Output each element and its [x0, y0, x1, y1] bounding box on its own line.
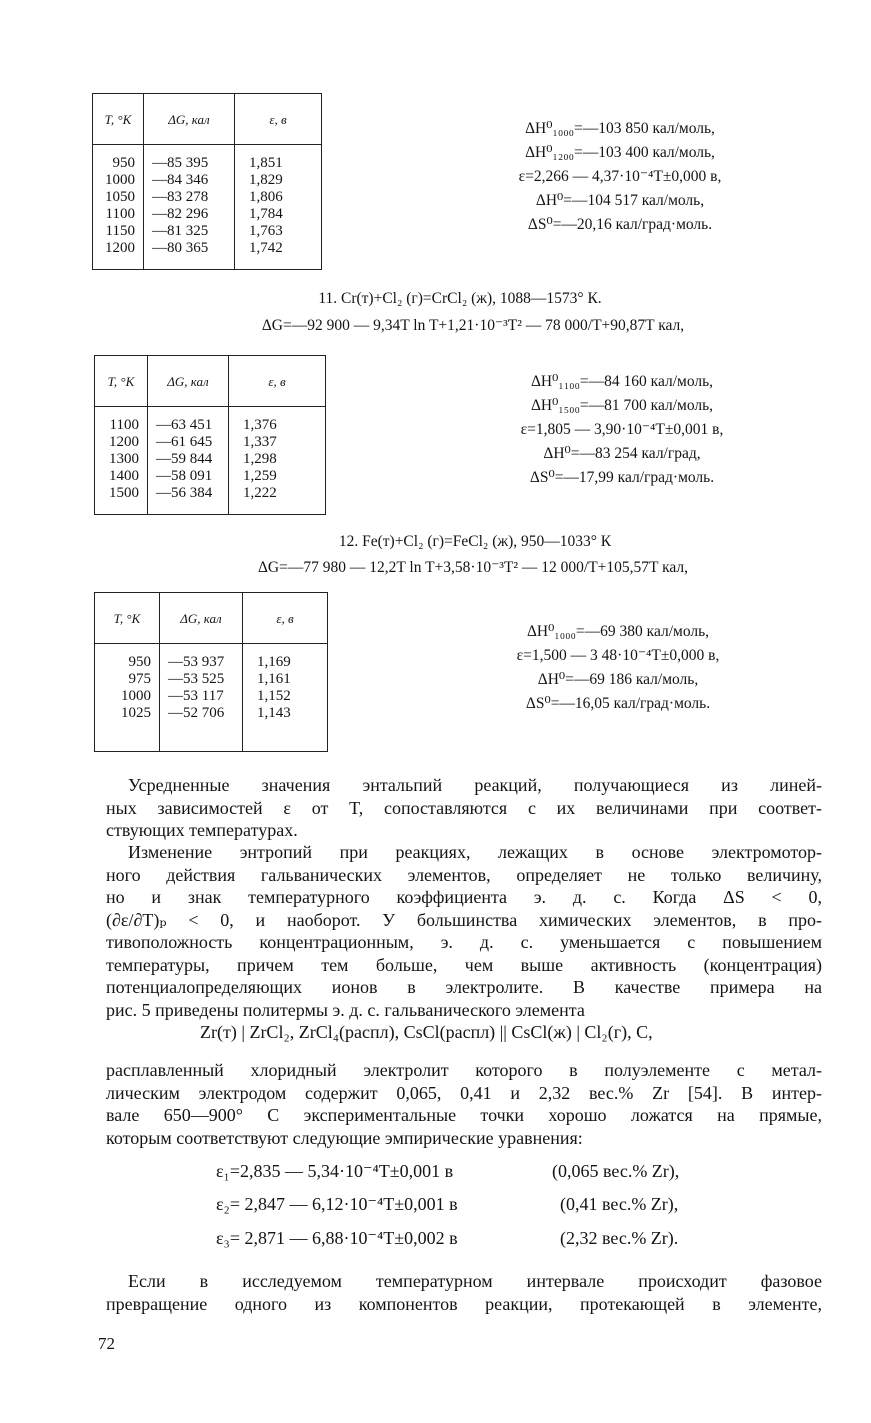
col-header-emf: ε, в: [243, 593, 328, 644]
col-header-emf: ε, в: [235, 94, 322, 145]
col-header-emf: ε, в: [229, 356, 326, 407]
col-emf: 1,851 1,829 1,806 1,784 1,763 1,742: [235, 145, 322, 270]
data-table-2: [94, 355, 326, 515]
col-header-delta-g: ΔG, кал: [148, 356, 229, 407]
thermo-values-2: ΔH⁰₁₁₀₀=—84 160 кал/моль, ΔH⁰₁₅₀₀=—81 700 кал/моль, ε=1,805 — 3,90·10⁻⁴T±0,001 в, ΔH⁰=—83 254 кал/град, ΔS⁰=—17,99 кал/град·моль.: [520, 373, 724, 486]
data-table-3: [94, 592, 328, 752]
col-emf: 1,169 1,161 1,152 1,143: [243, 644, 328, 752]
col-header-delta-g: ΔG, кал: [160, 593, 243, 644]
col-header-temperature: T, °K: [95, 593, 160, 644]
paragraph-4: Если в исследуемом температурном интервале происходит фазовое превращение одного из компонентов реакции, протекающей в элементе,: [106, 1271, 822, 1314]
data-table-1: [92, 93, 322, 270]
equation-e3: ε₃= 2,871 — 6,88·10⁻⁴T±0,002 в: [216, 1228, 458, 1248]
equation-e2: ε₂= 2,847 — 6,12·10⁻⁴T±0,001 в: [216, 1194, 458, 1214]
reaction-12-delta-g: ΔG=—77 980 — 12,2T ln T+3,58·10⁻³T² — 12 000/T+105,57T кал,: [257, 559, 689, 576]
galvanic-cell-scheme: Zr(т) | ZrCl₂, ZrCl₄(распл), CsCl(распл) || CsCl(ж) | Cl₂(г), C,: [200, 1022, 653, 1042]
thermo-values-3: ΔH⁰₁₀₀₀=—69 380 кал/моль, ε=1,500 — 3 48·10⁻⁴T±0,000 в, ΔH⁰=—69 186 кал/моль, ΔS⁰=—16,05 кал/град·моль.: [516, 623, 720, 712]
col-temperature: 1100 1200 1300 1400 1500: [95, 407, 148, 515]
col-delta-g: —53 937 —53 525 —53 117 —52 706: [160, 644, 243, 752]
paragraph-1: Усредненные значения энтальпий реакций, получающиеся из линей- ных зависимостей ε от T, сопоставляются с их величинами при соответ- ствующих температурах.: [106, 775, 822, 840]
reaction-11-equation: 11. Cr(т)+Cl₂ (г)=CrCl₂ (ж), 1088—1573° К.: [318, 290, 602, 307]
paragraph-3: расплавленный хлоридный электролит которого в полуэлементе с метал- лическим электродом содержит 0,065, 0,41 и 2,32 вес.% Zr [54]. В интер- вале 650—900° С экспериментальные точки хорошо ложатся на прямые, которым соответствуют следующие эмпирические уравнения:: [106, 1060, 822, 1148]
thermo-values-1: ΔH⁰₁₀₀₀=—103 850 кал/моль, ΔH⁰₁₂₀₀=—103 400 кал/моль, ε=2,266 — 4,37·10⁻⁴T±0,000 в, ΔH⁰=—104 517 кал/моль, ΔS⁰=—20,16 кал/град·моль.: [518, 120, 722, 233]
paragraph-2: Изменение энтропий при реакциях, лежащих в основе электромотор- ного действия гальванических элементов, определяет не только величину, но и знак температурного коэффициента э. д. с. Когда ΔS < 0, (∂ε/∂T)ₚ < 0, и наоборот. У большинства химических элементов, в про- тивоположность концентрационным, э. д. с. уменьшается с повышением температуры, причем тем больше, чем выше активность (концентрация) потенциалопределяющих ионов в электролите. В качестве примера на рис. 5 приведены политермы э. д. с. гальванического элемента: [106, 842, 822, 1020]
col-delta-g: —85 395 —84 346 —83 278 —82 296 —81 325 —80 365: [144, 145, 235, 270]
col-header-temperature: T, °K: [93, 94, 144, 145]
equation-e3-note: (2,32 вес.% Zr).: [560, 1228, 679, 1248]
reaction-12-equation: 12. Fe(т)+Cl₂ (г)=FeCl₂ (ж), 950—1033° К: [338, 533, 612, 550]
equation-e2-note: (0,41 вес.% Zr),: [560, 1194, 679, 1214]
page-number: 72: [98, 1334, 115, 1353]
col-emf: 1,376 1,337 1,298 1,259 1,222: [229, 407, 326, 515]
col-temperature: 950 975 1000 1025: [95, 644, 160, 752]
col-delta-g: —63 451 —61 645 —59 844 —58 091 —56 384: [148, 407, 229, 515]
equation-e1: ε₁=2,835 — 5,34·10⁻⁴T±0,001 в: [216, 1161, 454, 1181]
col-temperature: 950 1000 1050 1100 1150 1200: [93, 145, 144, 270]
col-header-temperature: T, °K: [95, 356, 148, 407]
col-header-delta-g: ΔG, кал: [144, 94, 235, 145]
reaction-11-delta-g: ΔG=—92 900 — 9,34T ln T+1,21·10⁻³T² — 78 000/T+90,87T кал,: [261, 317, 685, 334]
equation-e1-note: (0,065 вес.% Zr),: [552, 1161, 680, 1181]
